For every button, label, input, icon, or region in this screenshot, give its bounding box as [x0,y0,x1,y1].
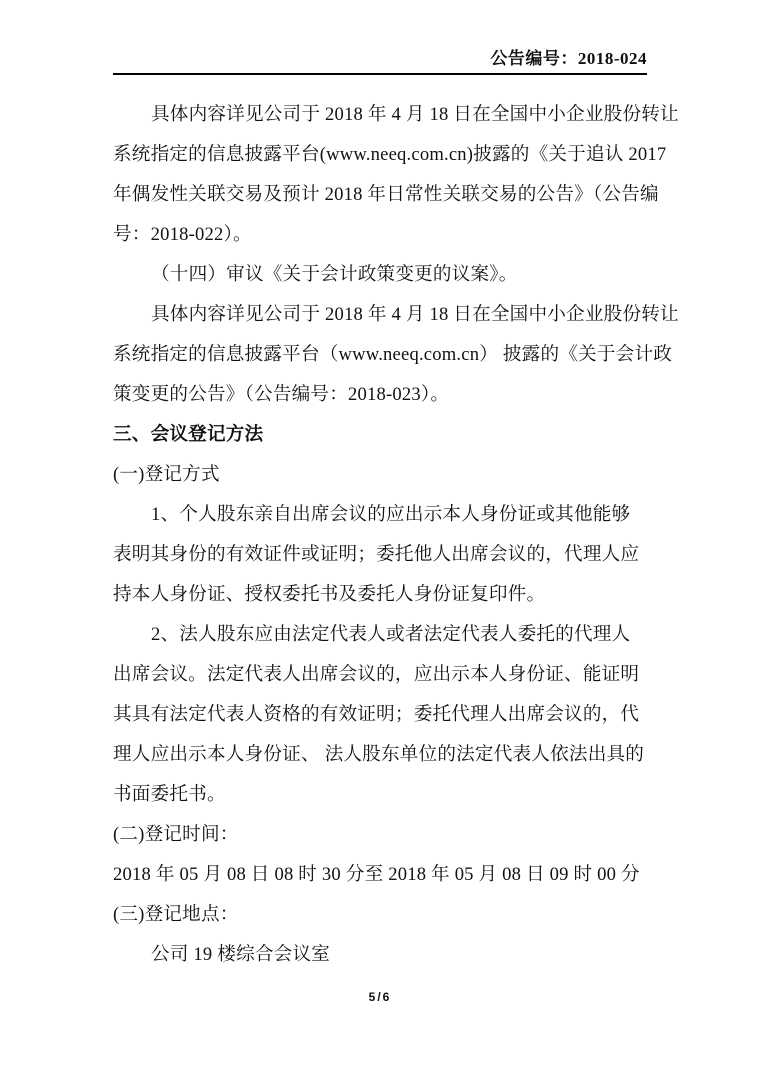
document-body [113,95,679,975]
text-line: 2、法人股东应由法定代表人或者法定代表人委托的代理人 [151,624,631,645]
text-line: 具体内容详见公司于 2018 年 4 月 18 日在全国中小企业股份转让 [151,104,679,125]
text-line: 2018 年 05 月 08 日 08 时 30 分至 2018 年 05 月 08 日 09 时 00 分 [113,864,640,885]
text-line: 系统指定的信息披露平台（www.neeq.com.cn） 披露的《关于会计政 [113,344,672,365]
text-line: 出席会议。法定代表人出席会议的，应出示本人身份证、能证明 [113,664,640,685]
text-line: （十四）审议《关于会计政策变更的议案》。 [151,264,518,285]
text-line: 年偶发性关联交易及预计 2018 年日常性关联交易的公告》（公告编 [113,184,659,205]
text-line: 系统指定的信息披露平台(www.neeq.com.cn)披露的《关于追认 2017 [113,144,667,165]
text-line: 具体内容详见公司于 2018 年 4 月 18 日在全国中小企业股份转让 [151,304,679,325]
text-line: (三)登记地点： [113,904,239,925]
text-line: (二)登记时间： [113,824,239,845]
text-line: 书面委托书。 [113,784,226,805]
text-line: 理人应出示本人身份证、 法人股东单位的法定代表人依法出具的 [113,744,645,765]
text-line: 表明其身份的有效证件或证明；委托他人出席会议的，代理人应 [113,544,640,565]
section-heading: 三、会议登记方法 [113,424,264,445]
text-line: 公司 19 楼综合会议室 [151,944,331,965]
text-line: 持本人身份证、授权委托书及委托人身份证复印件。 [113,584,546,605]
text-line: 其具有法定代表人资格的有效证明；委托代理人出席会议的，代 [113,704,640,725]
text-line: 策变更的公告》（公告编号：2018-023）。 [113,384,450,405]
text-line: 号：2018-022）。 [113,224,252,245]
text-line: (一)登记方式 [113,464,220,485]
announcement-number: 公告编号：2018-024 [113,44,647,75]
page-number: 5/6 [368,990,392,1004]
text-line: 1、个人股东亲自出席会议的应出示本人身份证或其他能够 [151,504,631,525]
